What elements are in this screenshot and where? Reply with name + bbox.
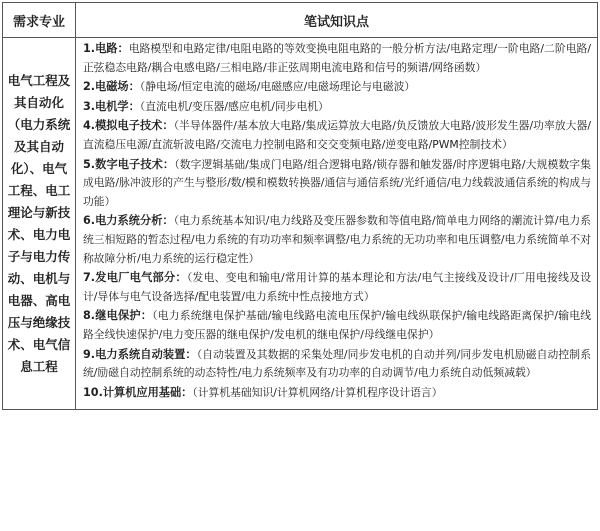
header-row bbox=[3, 3, 598, 38]
header-major: 需求专业 bbox=[3, 3, 76, 38]
item-power-plant-electrical bbox=[83, 269, 591, 306]
item-power-system-analysis bbox=[83, 212, 591, 268]
item-title: 1.电路： bbox=[83, 42, 129, 55]
major-cell: 电气工程及其自动化（电力系统及其自动化）、电气工程、电工理论与新技术、电力电子与电力传动、电机与电器、高电压与绝缘技术、电气信息工程 bbox=[3, 38, 76, 410]
item-title: 7.发电厂电气部分： bbox=[83, 271, 187, 285]
item-analog-electronics bbox=[83, 117, 591, 154]
item-text: （半导体器件/基本放大电路/集成运算放大电路/负反馈放大电路/波形发生器/功率放大器/直流稳压电源/直流斩波电路/交流电力控制电路和交交变频电路/逆变电路/PWM控制技术） bbox=[83, 119, 591, 151]
knowledge-cell bbox=[76, 38, 598, 410]
item-text: （电力系统继电保护基础/输电线路电流电压保护/输电线纵联保护/输电线路距离保护/输电线路全线快速保护/电力变压器的继电保护/发电机的继电保护/母线继电保护） bbox=[83, 309, 591, 341]
item-text: （直流电机/变压器/感应电机/同步电机） bbox=[139, 99, 329, 113]
item-title: 4.模拟电子技术： bbox=[83, 119, 174, 133]
item-relay-protection bbox=[83, 307, 591, 344]
item-text: （自动装置及其数据的采集处理/同步发电机的自动并列/同步发电机励磁自动控制系统/励磁自动控制系统的动态特性/电力系统频率及有功功率的自动调节/电力系统自动低频减载） bbox=[83, 347, 591, 380]
item-text: （数字逻辑基础/集成门电路/组合逻辑电路/锁存器和触发器/时序逻辑电路/大规模数字集成电路/脉冲波形的产生与整形/数/模和模数转换器/通信与通信系统/光纤通信/电力线载波通信系统的构成与功能） bbox=[83, 157, 591, 208]
item-digital-electronics bbox=[83, 156, 591, 212]
header-knowledge-points: 笔试知识点 bbox=[76, 3, 598, 38]
item-circuits bbox=[83, 40, 591, 77]
item-text: （静电场/恒定电流的磁场/电磁感应/电磁场理论与电磁波） bbox=[139, 80, 416, 94]
table-row bbox=[3, 38, 598, 410]
item-title: 10.计算机应用基础： bbox=[83, 385, 193, 399]
knowledge-table bbox=[2, 2, 598, 410]
item-electromagnetic-field bbox=[83, 78, 591, 97]
item-title: 2.电磁场： bbox=[83, 80, 140, 94]
item-title: 6.电力系统分析： bbox=[83, 214, 174, 228]
item-electric-machinery bbox=[83, 98, 591, 117]
item-text: （电力系统基本知识/电力线路及变压器参数和等值电路/简单电力网络的潮流计算/电力系统三相短路的暂态过程/电力系统的有功功率和频率调整/电力系统的无功功率和电压调整/电力系统简单不对称故障分析/电力系统的运行稳定性） bbox=[83, 214, 591, 265]
item-title: 3.电机学： bbox=[83, 99, 140, 113]
cell-bottom-spacing bbox=[83, 403, 591, 409]
item-automatic-devices bbox=[83, 346, 591, 383]
item-title: 9.电力系统自动装置： bbox=[83, 347, 197, 361]
item-computer-basics bbox=[83, 384, 591, 403]
item-text: （计算机基础知识/计算机网络/计算机程序设计语言） bbox=[192, 385, 443, 399]
item-title: 8.继电保护： bbox=[83, 309, 153, 323]
item-text: （发电、变电和输电/常用计算的基本理论和方法/电气主接线及设计/厂用电接线及设计/导体与电气设备选择/配电装置/电力系统中性点接地方式） bbox=[83, 271, 591, 303]
item-text: 电路模型和电路定律/电阻电路的等效变换电阻电路的一般分析方法/电路定理/一阶电路/二阶电路/正弦稳态电路/耦合电感电路/三相电路/非正弦周期电流电路和信号的频谱/网络函数） bbox=[83, 42, 591, 74]
item-title: 5.数字电子技术： bbox=[83, 157, 175, 171]
